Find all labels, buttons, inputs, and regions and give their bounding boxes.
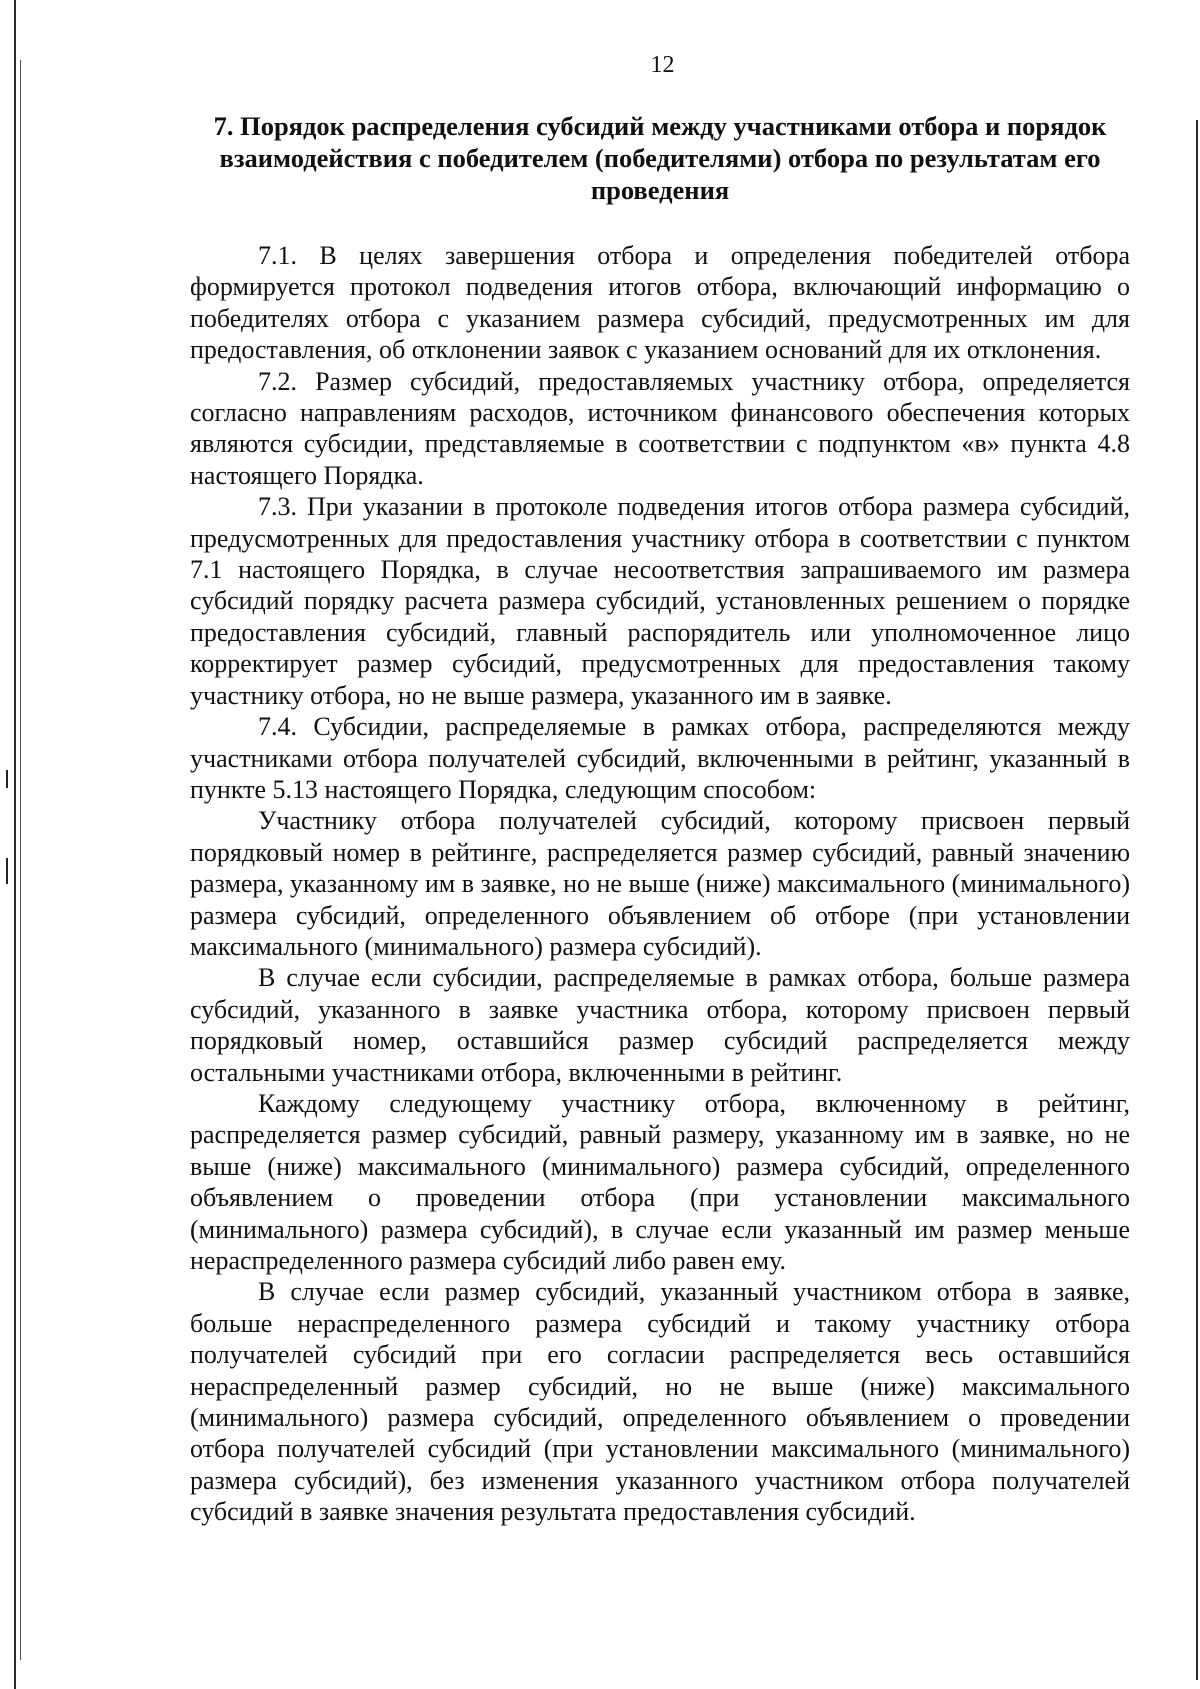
paragraph-remaining-distribution: В случае если субсидии, распределяемые в рамках отбора, больше размера субсидий, указанного в заявке участника отбора, которому присвоен первый порядковый номер, оставшийся размер субсидий распределяется между остальными участниками отбора, включенными в рейтинг. xyxy=(190,963,1130,1087)
paragraph-7-1: 7.1. В целях завершения отбора и определения победителей отбора формируется протокол подведения итогов отбора, включающий информацию о победителях отбора с указанием размера субсидий, предусмотренных им для предоставления, об отклонении заявок с указанием оснований для их отклонения. xyxy=(190,241,1130,365)
paragraph-first-participant: Участнику отбора получателей субсидий, которому присвоен первый порядковый номер в рейтинге, распределяется размер субсидий, равный значению размера, указанному им в заявке, но не выше (ниже) максимального (минимального) размера субсидий, определенного объявлением об отборе (при установлении максимального (минимального) размера субсидий). xyxy=(190,806,1130,961)
paragraph-7-3: 7.3. При указании в протоколе подведения итогов отбора размера субсидий, предусмотренных для предоставления участнику отбора в соответствии с пунктом 7.1 настоящего Порядка, в случае несоответствия запрашиваемого им размера субсидий порядку расчета размера субсидий, установленных решением о порядке предоставления субсидий, главный распорядитель или уполномоченное лицо корректирует размер субсидий, предусмотренных для предоставления такому участнику отбора, но не выше размера, указанного им в заявке. xyxy=(190,492,1130,710)
section-heading: 7. Порядок распределения субсидий между участниками отбора и порядок взаимодействия с победителем (победителями) отбора по результатам его проведения xyxy=(213,111,1107,205)
scan-edge-left-inner xyxy=(20,60,21,1660)
page-number: 12 xyxy=(650,52,675,78)
document-body xyxy=(190,240,1130,1528)
paragraph-7-2: 7.2. Размер субсидий, предоставляемых участнику отбора, определяется согласно направлениям расходов, источником финансового обеспечения которых являются субсидии, представляемые в соответствии с подпунктом «в» пункта 4.8 настоящего Порядка. xyxy=(190,366,1130,490)
paragraph-each-next-participant: Каждому следующему участнику отбора, включенному в рейтинг, распределяется размер субсидий, равный размеру, указанному им в заявке, но не выше (ниже) максимального (минимального) размера субсидий, определенного объявлением о проведении отбора (при установлении максимального (минимального) размера субсидий), в случае если указанный им размер меньше нераспределенного размера субсидий либо равен ему. xyxy=(190,1088,1130,1275)
paragraph-7-4: 7.4. Субсидии, распределяемые в рамках отбора, распределяются между участниками отбора получателей субсидий, включенными в рейтинг, указанный в пункте 5.13 настоящего Порядка, следующим способом: xyxy=(190,712,1130,804)
paragraph-consent-distribution: В случае если размер субсидий, указанный участником отбора в заявке, больше нераспределенного размера субсидий и такому участнику отбора получателей субсидий при его согласии распределяется весь оставшийся нераспределенный размер субсидий, но не выше (ниже) максимального (минимального) размера субсидий, определенного объявлением о проведении отбора получателей субсидий (при установлении максимального (минимального) размера субсидий), без изменения указанного участником отбора получателей субсидий в заявке значения результата предоставления субсидий. xyxy=(190,1277,1130,1527)
scan-mark xyxy=(6,770,8,788)
scan-mark xyxy=(6,858,8,884)
scan-edge-right xyxy=(1196,120,1198,1680)
scan-edge-left xyxy=(14,0,16,1689)
